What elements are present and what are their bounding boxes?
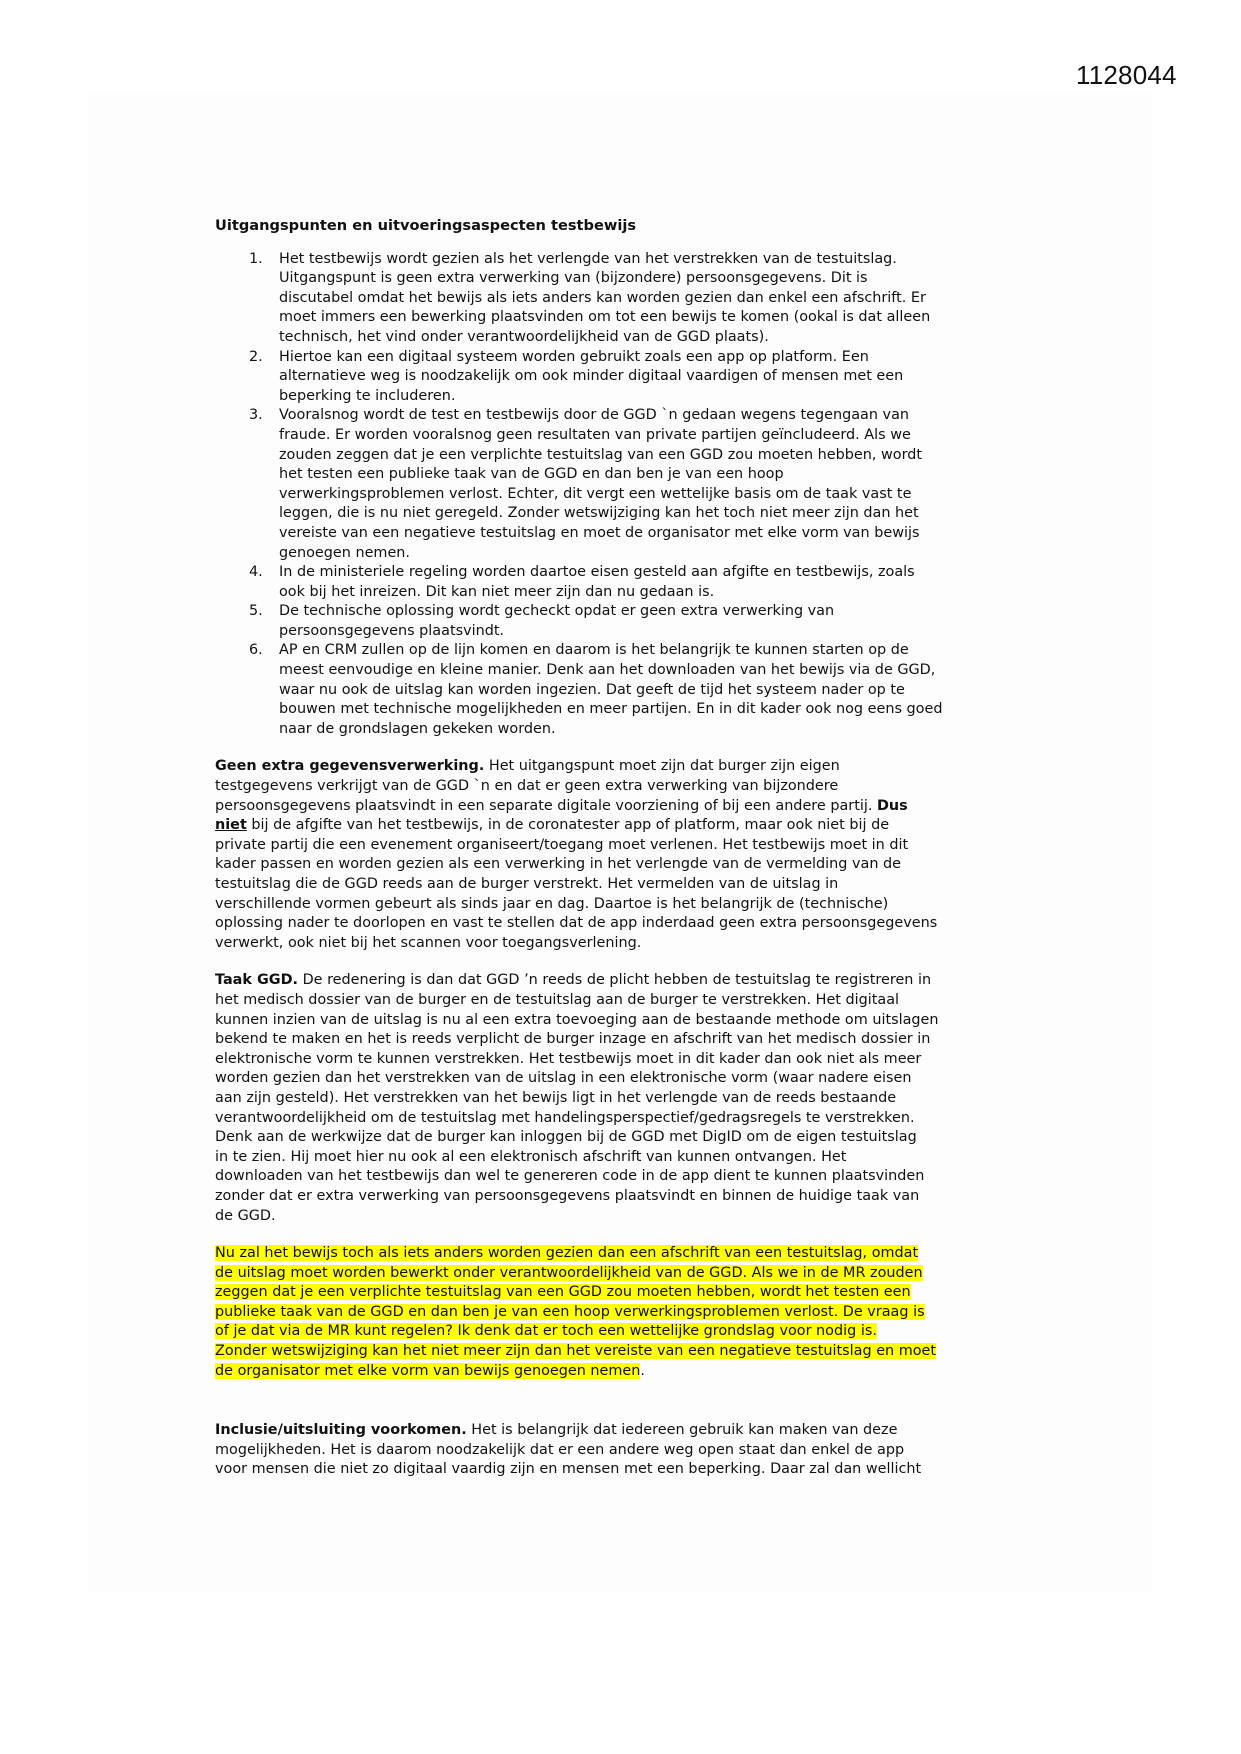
text-line: in te zien. Hij moet hier nu ook al een elektronisch afschrift van kunnen ontvangen. Het — [215, 1148, 847, 1165]
text-line: verwerkt, ook niet bij het scannen voor toegangsverlening. — [215, 934, 642, 951]
text-line: De technische oplossing wordt gecheckt opdat er geen extra verwerking van — [279, 603, 835, 620]
text-line — [215, 1244, 1035, 1264]
text-line: naar de grondslagen gekeken worden. — [279, 720, 556, 737]
text-line: private partij die een evenement organiseert/toegang moet verlenen. Het testbewijs moet in dit — [215, 836, 909, 853]
text-fragment: Het uitgangspunt moet zijn dat burger zijn eigen — [484, 758, 840, 775]
text-line — [215, 1421, 1035, 1441]
list-item — [215, 406, 1035, 563]
text-line — [215, 1283, 1035, 1303]
text-line — [215, 797, 1035, 817]
text-line — [215, 757, 1035, 777]
section-heading: Geen extra gegevensverwerking. — [215, 758, 485, 775]
document-id: 1128044 — [1076, 60, 1177, 90]
text-line: alternatieve weg is noodzakelijk om ook minder digitaal vaardigen of mensen met een — [279, 368, 904, 385]
list-item-number: 5. — [249, 603, 263, 620]
text-line: aan zijn gesteld). Het verstrekken van het bewijs ligt in het verlengde van de reeds bestaande — [215, 1089, 897, 1106]
text-line: Vooralsnog wordt de test en testbewijs door de GGD `n gedaan wegens tegengaan van — [279, 407, 910, 424]
text-line: kunnen inzien van de uitslag is nu al een extra toevoeging aan de bestaande methode om uitslagen — [215, 1011, 939, 1028]
text-line: zonder dat er extra verwerking van persoonsgegevens plaatsvindt en binnen de huidige taak van — [215, 1187, 920, 1204]
list-item-number: 6. — [249, 642, 263, 659]
section-heading: Inclusie/uitsluiting voorkomen. — [215, 1422, 467, 1439]
text-line: bouwen met technische mogelijkheden en meer partijen. En in dit kader ook nog eens goed — [279, 701, 943, 718]
list-item — [215, 250, 1035, 348]
text-line: Hiertoe kan een digitaal systeem worden gebruikt zoals een app op platform. Een — [279, 348, 869, 365]
list-item — [215, 602, 1035, 641]
highlighted-text: publieke taak van de GGD en dan ben je van een hoop verwerkingsproblemen verlost. De vraag is — [215, 1303, 925, 1320]
text-line: persoonsgegevens plaatsvindt. — [279, 622, 505, 639]
text-line: zouden zeggen dat je een verplichte testuitslag van een GGD zou moeten hebben, wordt — [279, 446, 923, 463]
highlighted-comment — [215, 1244, 1035, 1381]
text-line: het medisch dossier van de burger en de testuitslag aan de burger te verstrekken. Het digitaal — [215, 991, 900, 1008]
emphasis-text: Dus — [876, 797, 908, 814]
section-inclusion — [215, 1421, 1035, 1480]
text-line: verschillende vormen gebeurt als sinds jaar en dag. Daartoe is het belangrijk de (technische) — [215, 895, 889, 912]
text-line: meest eenvoudige en kleine manier. Denk aan het downloaden van het bewijs via de GGD, — [279, 662, 936, 679]
section-no-extra-processing — [215, 757, 1035, 953]
text-fragment: bij de afgifte van het testbewijs, in de coronatester app of platform, maar ook niet bij de — [246, 817, 890, 834]
list-item-number: 3. — [249, 407, 263, 424]
text-line: technisch, het vind onder verantwoordelijkheid van de GGD plaats). — [279, 328, 769, 345]
text-line: downloaden van het testbewijs dan wel te genereren code in de app dient te kunnen plaatsvinden — [215, 1168, 925, 1185]
text-line: elektronische vorm te kunnen verstrekken. Het testbewijs moet in dit kader dan ook niet als meer — [215, 1050, 922, 1067]
text-line: fraude. Er worden vooralsnog geen resultaten van private partijen geïncludeerd. Als we — [279, 426, 911, 443]
text-line: bekend te maken en het is reeds verplicht de burger inzage en afschrift van het medisch dossier in — [215, 1031, 931, 1048]
section-heading: Taak GGD. — [215, 972, 298, 989]
list-item-number: 4. — [249, 564, 263, 581]
text-line: het testen een publieke taak van de GGD en dan ben je van een hoop — [279, 466, 784, 483]
highlighted-text: of je dat via de MR kunt regelen? Ik denk dat er toch een wettelijke grondslag voor nodig is. — [215, 1323, 877, 1340]
text-line: Het testbewijs wordt gezien als het verlengde van het verstrekken van de testuitslag. — [279, 250, 897, 267]
text-line: waar nu ook de uitslag kan worden ingezien. Dat geeft de tijd het systeem nader op te — [279, 681, 905, 698]
highlighted-text: Nu zal het bewijs toch als iets anders worden gezien dan een afschrift van een testuitslag, omdat — [215, 1245, 919, 1262]
text-line — [215, 971, 1035, 991]
document-body — [215, 216, 1035, 1498]
text-line: voor mensen die niet zo digitaal vaardig zijn en mensen met een beperking. Daar zal dan wellicht — [215, 1461, 922, 1478]
text-line — [215, 1303, 1035, 1323]
text-line: leggen, die is nu niet geregeld. Zonder wetswijziging kan het toch niet meer zijn dan het — [279, 505, 919, 522]
text-line: de GGD. — [215, 1207, 276, 1224]
text-line: genoegen nemen. — [279, 544, 410, 561]
text-fragment: . — [640, 1362, 645, 1379]
text-fragment: persoonsgegevens plaatsvindt in een separate digitale voorziening of bij een andere partij. — [215, 797, 877, 814]
text-line: verantwoordelijkheid om de testuitslag met handelingsperspectief/gedragsregels te verstrekken. — [215, 1109, 915, 1126]
text-line: verwerkingsproblemen verlost. Echter, dit vergt een wettelijke basis om de taak vast te — [279, 485, 912, 502]
text-line: mogelijkheden. Het is daarom noodzakelijk dat er een andere weg open staat dan enkel de app — [215, 1441, 905, 1458]
text-line: oplossing nader te doorlopen en vast te stellen dat de app inderdaad geen extra persoonsgegevens — [215, 915, 938, 932]
text-line: moet immers een bewerking plaatsvinden om tot een bewijs te komen (ookal is dat alleen — [279, 309, 931, 326]
highlighted-text: de organisator met elke vorm van bewijs genoegen nemen — [215, 1362, 641, 1379]
document-title: Uitgangspunten en uitvoeringsaspecten testbewijs — [215, 217, 637, 234]
text-fragment: Het is belangrijk dat iedereen gebruik kan maken van deze — [466, 1422, 898, 1439]
text-line — [215, 1362, 1035, 1382]
text-line: kader passen en worden gezien als een verwerking in het verlengde van de vermelding van de — [215, 856, 902, 873]
text-line: In de ministeriele regeling worden daartoe eisen gesteld aan afgifte en testbewijs, zoals — [279, 564, 915, 581]
highlighted-text: de uitslag moet worden bewerkt onder verantwoordelijkheid van de GGD. Als we in de MR zouden — [215, 1264, 923, 1281]
text-line: vereiste van een negatieve testuitslag en moet de organisator met elke vorm van bewijs — [279, 524, 920, 541]
text-fragment: De redenering is dan dat GGD ’n reeds de plicht hebben de testuitslag te registreren in — [298, 972, 932, 989]
text-line — [215, 816, 1035, 836]
list-item — [215, 563, 1035, 602]
text-line: testuitslag die de GGD reeds aan de burger verstrekt. Het vermelden van de uitslag in — [215, 876, 839, 892]
highlighted-text: zeggen dat je een verplichte testuitslag van een GGD zou moeten hebben, wordt het testen een — [215, 1284, 911, 1301]
list-item — [215, 348, 1035, 407]
text-line: discutabel omdat het bewijs als iets anders kan worden gezien dan enkel een afschrift. Er — [279, 289, 926, 306]
text-line: ook bij het inreizen. Dit kan niet meer zijn dan nu gedaan is. — [279, 583, 715, 600]
text-line: beperking te includeren. — [279, 387, 456, 404]
list-item — [215, 641, 1035, 739]
text-line: Uitgangspunt is geen extra verwerking van (bijzondere) persoonsgegevens. Dit is — [279, 270, 868, 287]
emphasis-underlined-text: niet — [215, 817, 247, 834]
section-ggd-task — [215, 971, 1035, 1226]
list-item-number: 1. — [249, 250, 263, 267]
text-line: AP en CRM zullen op de lijn komen en daarom is het belangrijk te kunnen starten op de — [279, 642, 909, 659]
highlighted-text: Zonder wetswijziging kan het niet meer zijn dan het vereiste van een negatieve testuitslag en moet — [215, 1343, 937, 1360]
text-line: worden gezien dan het verstrekken van de uitslag in een elektronische vorm (waar nadere eisen — [215, 1070, 912, 1087]
text-line — [215, 1342, 1035, 1362]
text-line: Denk aan de werkwijze dat de burger kan inloggen bij de GGD met DigID om de eigen testuitslag — [215, 1129, 917, 1146]
text-line — [215, 1264, 1035, 1284]
principles-list — [215, 250, 1035, 740]
text-line: testgegevens verkrijgt van de GGD `n en dat er geen extra verwerking van bijzondere — [215, 778, 839, 795]
text-line — [215, 1322, 1035, 1342]
list-item-number: 2. — [249, 348, 263, 365]
